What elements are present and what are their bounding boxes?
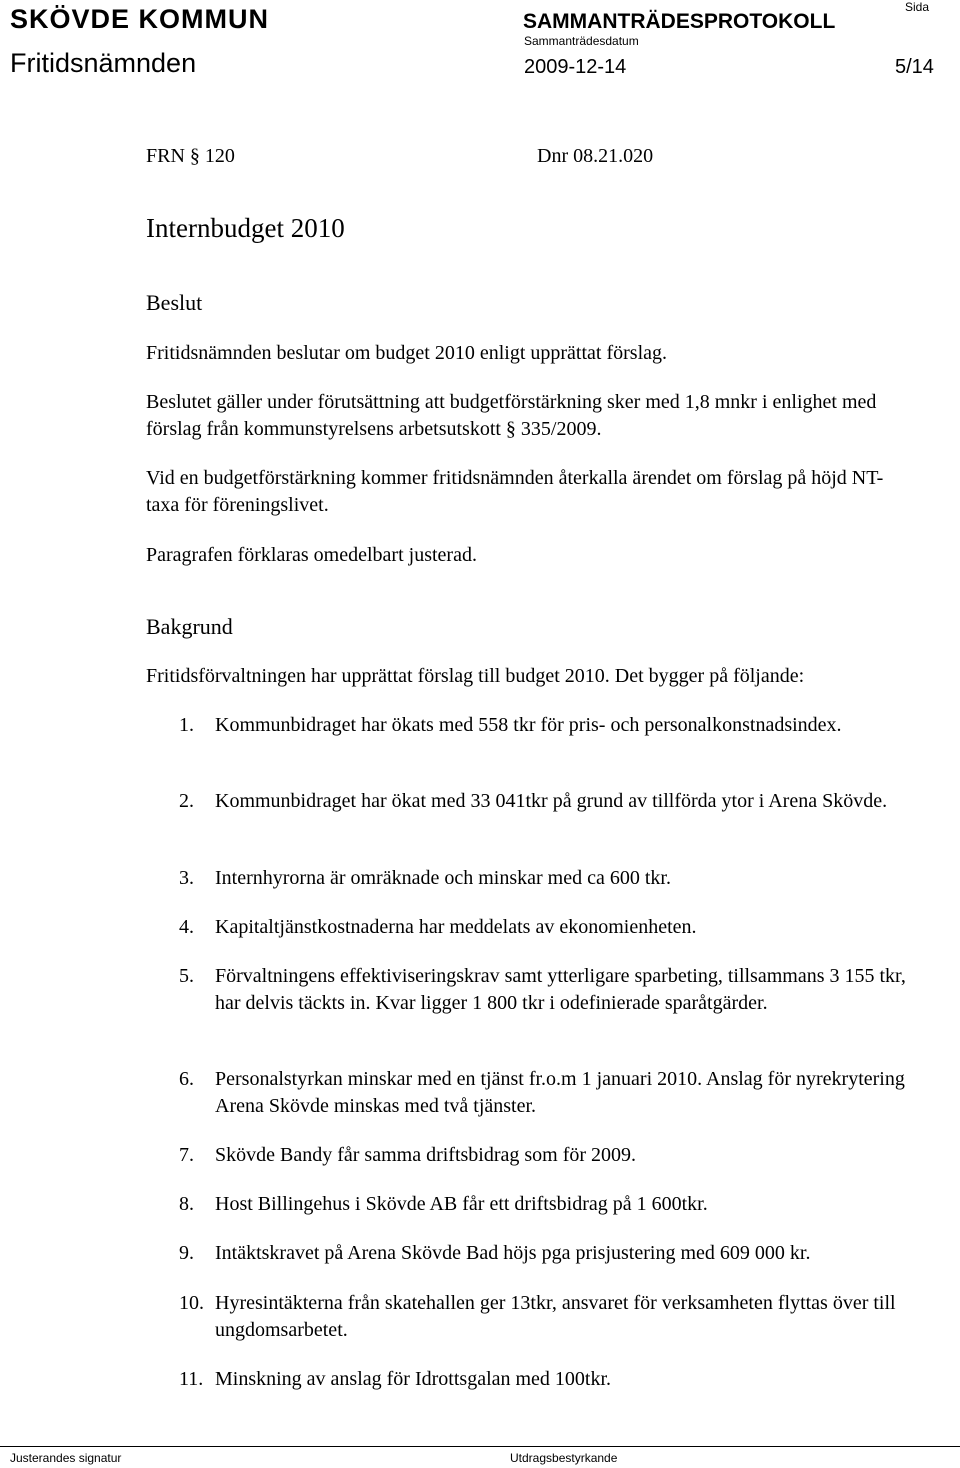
list-item-text: Kommunbidraget har ökat med 33 041tkr på grund av tillförda ytor i Arena Skövde. — [215, 790, 888, 812]
list-item-number: 4. — [179, 916, 194, 938]
beslut-paragraph-2: Beslutet gäller under förutsättning att budgetförstärkning sker med 1,8 mnkr i enlighet med förslag från kommunstyrelsens arbetsutskott § 335/2009. — [146, 391, 877, 440]
case-paragraph-number: FRN § 120 — [146, 145, 235, 167]
list-item-text: Minskning av anslag för Idrottsgalan med 100tkr. — [215, 1368, 612, 1390]
list-item-number: 6. — [179, 1068, 194, 1090]
list-item-number: 10. — [179, 1292, 204, 1314]
list-item-text: Hyresintäkterna från skatehallen ger 13tkr, ansvaret för verksamheten flyttas över till ungdomsarbetet. — [215, 1292, 896, 1341]
list-item-number: 2. — [179, 790, 194, 812]
list-item-number: 11. — [179, 1368, 204, 1390]
list-item-number: 7. — [179, 1144, 194, 1166]
list-item-text: Förvaltningens effektiviseringskrav samt ytterligare sparbeting, tillsammans 3 155 tkr, har delvis täckts in. Kvar ligger 1 800 tkr i odefinierade sparåtgärder. — [215, 965, 906, 1014]
list-item-text: Personalstyrkan minskar med en tjänst fr.o.m 1 januari 2010. Anslag för nyrekrytering Arena Skövde minskas med två tjänster. — [215, 1068, 905, 1117]
list-item-text: Intäktskravet på Arena Skövde Bad höjs pga prisjustering med 609 000 kr. — [215, 1242, 811, 1264]
page-title: Internbudget 2010 — [146, 213, 345, 243]
case-diary-number: Dnr 08.21.020 — [537, 145, 654, 167]
footer-divider — [0, 1446, 960, 1447]
beslut-paragraph-4: Paragrafen förklaras omedelbart justerad. — [146, 544, 477, 566]
committee-name: Fritidsnämnden — [10, 48, 197, 78]
list-item-text: Host Billingehus i Skövde AB får ett driftsbidrag på 1 600tkr. — [215, 1193, 708, 1215]
list-item-number: 1. — [179, 714, 194, 736]
list-item-text: Skövde Bandy får samma driftsbidrag som för 2009. — [215, 1144, 637, 1166]
beslut-heading: Beslut — [146, 290, 203, 315]
beslut-paragraph-3: Vid en budgetförstärkning kommer fritidsnämnden återkalla ärendet om förslag på höjd NT-taxa för föreningslivet. — [146, 467, 884, 516]
list-item-number: 8. — [179, 1193, 194, 1215]
bakgrund-heading: Bakgrund — [146, 614, 233, 639]
list-item-number: 3. — [179, 867, 194, 889]
bakgrund-intro: Fritidsförvaltningen har upprättat förslag till budget 2010. Det bygger på följande: — [146, 665, 805, 687]
list-item-text: Kapitaltjänstkostnaderna har meddelats av ekonomienheten. — [215, 916, 697, 938]
list-item-number: 5. — [179, 965, 194, 987]
footer-extract-label: Utdragsbestyrkande — [510, 1451, 618, 1465]
beslut-paragraph-1: Fritidsnämnden beslutar om budget 2010 enligt upprättat förslag. — [146, 342, 668, 364]
sida-label: Sida — [905, 0, 930, 14]
municipality-logo: SKÖVDE KOMMUN — [10, 4, 270, 34]
list-item-text: Internhyrorna är omräknade och minskar med ca 600 tkr. — [215, 867, 671, 889]
footer-signature-label: Justerandes signatur — [10, 1451, 122, 1465]
protocol-title: SAMMANTRÄDESPROTOKOLL — [523, 10, 836, 33]
list-item-text: Kommunbidraget har ökats med 558 tkr för pris- och personalkonstnadsindex. — [215, 714, 842, 736]
meeting-date: 2009-12-14 — [524, 56, 627, 78]
page-number: 5/14 — [895, 56, 934, 78]
list-item-number: 9. — [179, 1242, 194, 1264]
meeting-date-label: Sammanträdesdatum — [524, 34, 639, 48]
